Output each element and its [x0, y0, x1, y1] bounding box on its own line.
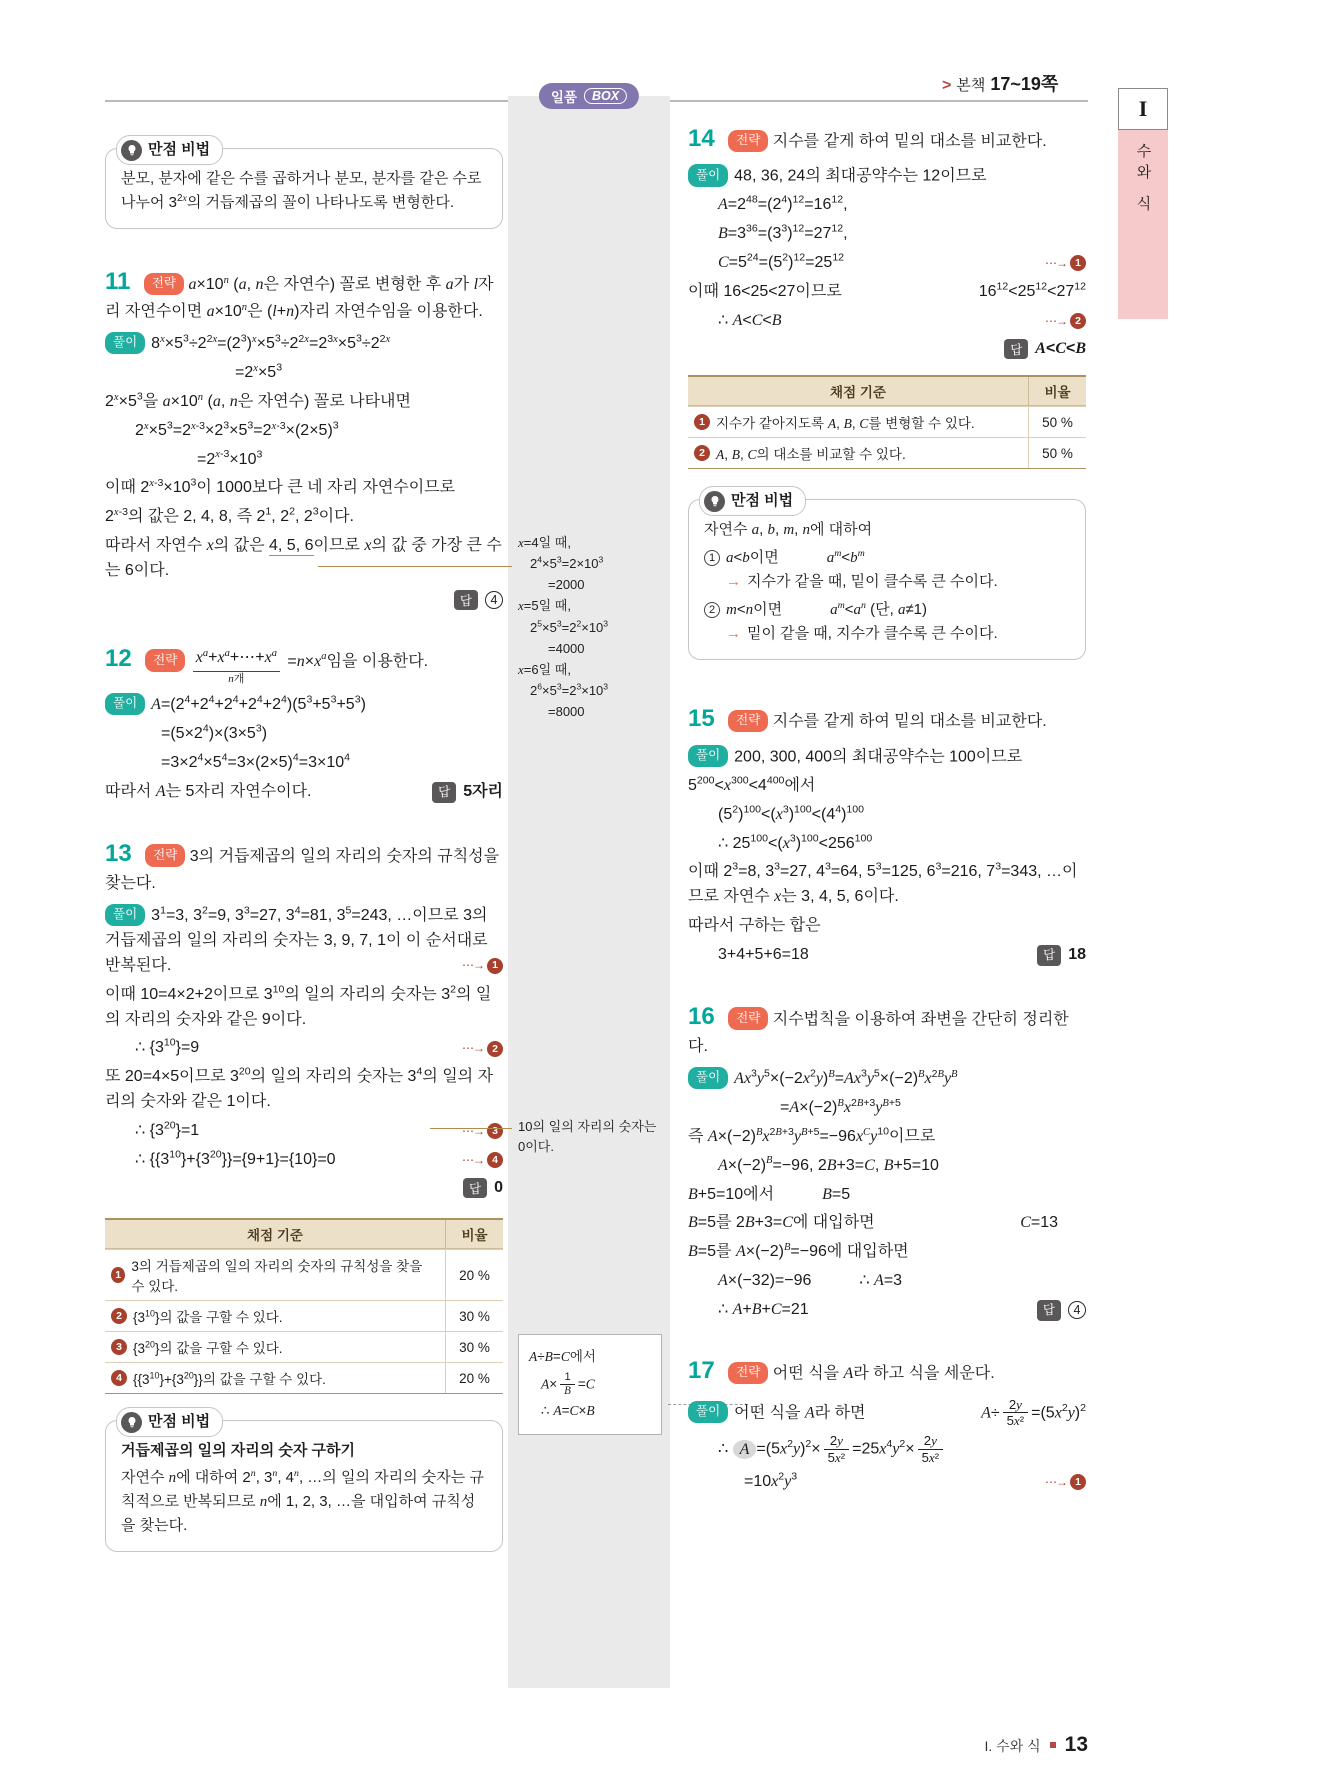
- solution-line: [105, 904, 503, 979]
- problem-11: [105, 263, 503, 610]
- problem-head: [688, 700, 1086, 737]
- step-marker: ⋯→ 2: [462, 1039, 503, 1058]
- step-marker: ⋯→ 2: [1045, 312, 1086, 331]
- arrow-right-icon: →: [726, 625, 741, 643]
- solution-line: $=2^x\times 5^3$: [235, 361, 283, 382]
- item-number: 2: [704, 602, 720, 618]
- problem-number: 17: [688, 1357, 715, 1385]
- solution-math: ∴ $\{3^{20}\}=1$: [135, 1119, 200, 1139]
- tip-item: [704, 546, 1070, 570]
- item-result: $a^m<a^n$ (단, a≠1): [830, 600, 928, 619]
- strategy-text: $=n\times x^a$임을 이용한다.: [287, 651, 429, 670]
- solution-badge: 풀이: [688, 745, 728, 767]
- tip-box-top: [105, 141, 503, 229]
- solution-line: 또 20=4×5이므로 $3^{20}$의 일의 자리의 숫자는 $3^4$의 일의 자리의 숫자와 같은 1이다.: [105, 1065, 494, 1110]
- solution-line: [688, 280, 1086, 305]
- solution-line: [688, 1183, 1086, 1208]
- strategy-badge: 전략: [145, 649, 185, 671]
- solution-line: 따라서 구하는 합은: [688, 916, 821, 934]
- note-line: =8000: [548, 704, 585, 720]
- solution-math: 48, 36, 24의 최대공약수는 12이므로: [734, 167, 987, 185]
- grading-title: 채점 기준: [247, 1228, 303, 1244]
- solution-line: $A=2^{48}=(2^4)^{12}=16^{12}$,: [718, 194, 848, 214]
- solution-line: [105, 1119, 503, 1144]
- solution-math: $Ax^3y^5\times(-2x^2y)^B=Ax^3y^5\times(-2)^Bx^{2B}y^B$: [734, 1067, 958, 1088]
- underbrace-label: n개: [228, 672, 245, 685]
- solution-line: $=3\times 2^4\times 5^4=3\times(2\times 5)^4=3\times 10^4$: [161, 751, 351, 772]
- solution-math: 200, 300, 400의 최대공약수는 100이므로: [734, 748, 1023, 766]
- note-line: x=5일 때,: [518, 598, 571, 614]
- solution-line: 따라서 자연수 x의 값은 4, 5, 6이므로 x의 값 중 가장 큰 수는 6이다.: [105, 537, 502, 579]
- solution-line: $=2^{x-3}\times 10^3$: [197, 448, 263, 468]
- problem-head: [105, 263, 503, 325]
- tip-intro: 자연수 a, b, m, n에 대하여: [704, 521, 873, 539]
- problem-head: [688, 1352, 1086, 1389]
- strategy-text: 지수를 같게 하여 밑의 대소를 비교한다.: [772, 713, 1047, 731]
- answer-line: [1037, 1300, 1086, 1321]
- page-reference: [942, 70, 1058, 96]
- criterion-number: 1: [694, 414, 710, 430]
- solution-line: $(5^2)^{100}<(x^3)^{100}<(4^4)^{100}$: [718, 803, 865, 823]
- solution-line: [105, 1036, 503, 1061]
- ilpum-box-strip: [508, 89, 670, 1688]
- solution-line: [688, 1397, 1086, 1430]
- tip-box-compare: [688, 492, 1086, 660]
- grading-table-header: [105, 1220, 503, 1249]
- solution-line: $B=3^{36}=(3^3)^{12}=27^{12}$,: [718, 222, 848, 243]
- solution-line: [105, 332, 503, 357]
- solution-line: 2$^{x-3}$의 값은 2, 4, 8, 즉 $2^1$, $2^2$, $2^3$이다.: [105, 505, 354, 526]
- answer-line: [432, 780, 503, 805]
- problem-head: [688, 120, 1086, 157]
- solution-math: 따라서 A는 5자리 자연수이다.: [105, 782, 312, 800]
- criterion-percent: 20 %: [445, 1250, 503, 1300]
- solution-math: 어떤 식을 A라 하면: [734, 1404, 866, 1422]
- solution-line: 이때 10=4×2+2이므로 $3^{10}$의 일의 자리의 숫자는 $3^2$의 일의 자리의 숫자와 같은 9이다.: [105, 983, 492, 1028]
- strategy-text: 지수를 같게 하여 밑의 대소를 비교한다.: [772, 133, 1047, 150]
- answer-choice: 4: [485, 591, 503, 609]
- answer-text: A<C<B: [1035, 340, 1086, 358]
- strategy-badge: 전략: [728, 130, 768, 152]
- solution-line: [688, 1269, 1086, 1294]
- criterion-text: $\{3^{20}\}$의 값을 구할 수 있다.: [133, 1339, 283, 1357]
- solution-line: $2^x\times 5^3=2^{x-3}\times 2^3\times 5^3=2^{x-3}\times(2\times 5)^3$: [135, 419, 339, 439]
- note-line: =2000: [548, 577, 585, 593]
- problem-number: 14: [688, 125, 715, 152]
- underbrace-expression: [193, 646, 280, 686]
- solution-line: 이때 $2^3=8$, $3^3=27$, $4^3=64$, $5^3=125$, $6^3=216$, $7^3=343$, …이므로 자연수 x는 3, 4, 5, 6이다.: [688, 861, 1078, 906]
- solution-line: [688, 309, 1086, 334]
- solution-line: 즉 $A\times(-2)^Bx^{2B+3}y^{B+5}=-96x^Cy^{10}$이므로: [688, 1125, 936, 1145]
- answer-badge: 답: [454, 590, 478, 610]
- strategy-badge: 전략: [728, 710, 768, 732]
- tip-box-ones-digit: [105, 1413, 503, 1552]
- chapter-tab-bar: [1118, 129, 1168, 319]
- note-line: $2^6\times 5^3=2^3\times 10^3$: [530, 681, 609, 698]
- note-line: x=4일 때,: [518, 535, 571, 550]
- criterion-percent: 50 %: [1028, 407, 1086, 437]
- step-number: 1: [1070, 255, 1086, 271]
- note-line: $2^5\times 5^3=2^2\times 10^3$: [530, 618, 609, 635]
- problem-14: [688, 120, 1086, 359]
- lightbulb-icon: [121, 140, 142, 161]
- tip-note: [704, 622, 1070, 646]
- solution-math: ∴ A<C<B: [718, 311, 782, 329]
- item-condition: a<b이면: [726, 549, 779, 567]
- note-line: A÷B=C에서: [529, 1349, 596, 1364]
- problem-number: 11: [105, 268, 131, 295]
- solution-line: [105, 1148, 503, 1173]
- answer-line: [688, 339, 1086, 359]
- item-result: $a^m<b^m$: [826, 548, 865, 567]
- solution-badge: 풀이: [105, 904, 145, 926]
- step-number: 2: [1070, 313, 1086, 329]
- solution-line: [688, 164, 1086, 189]
- strategy-badge: 전략: [145, 844, 185, 866]
- item-number: 1: [704, 550, 720, 566]
- criterion-number: 1: [111, 1267, 125, 1283]
- solution-line: 이때 $2^{x-3}\times 10^3$이 1000보다 큰 네 자리 자연수이므로: [105, 477, 456, 497]
- solution-math: $16^{12}<25^{12}<27^{12}$: [978, 280, 1086, 300]
- solution-math: ∴ A+B+C=21: [718, 1300, 809, 1318]
- tip-header: [116, 135, 223, 165]
- grading-table-header: [688, 377, 1086, 406]
- solution-line: [688, 1298, 1086, 1323]
- criterion-percent: 50 %: [1028, 438, 1086, 468]
- margin-note-cases: [518, 532, 662, 723]
- problem-13: [105, 835, 503, 1198]
- step-number: 4: [487, 1152, 503, 1168]
- solution-badge: 풀이: [105, 693, 145, 715]
- solution-line: [688, 1470, 1086, 1495]
- strategy-text: 3의 거듭제곱의 일의 자리의 숫자의 규칙성을 찾는다.: [105, 847, 500, 893]
- solution-line: B=5를 $A\times(-2)^B=-96$에 대입하면: [688, 1241, 909, 1261]
- chapter-label: 수와 식: [1134, 143, 1152, 217]
- solution-math: A÷ $\frac{2y}{\text{5x²}}$ $=(5x^2y)^2$: [981, 1396, 1086, 1429]
- problem-number: 13: [105, 839, 132, 867]
- page-number: 13: [1064, 1733, 1088, 1756]
- solution-line: $=A\times(-2)^Bx^{2B+3}y^{B+5}$: [780, 1096, 901, 1117]
- note-line: ∴ A=C×B: [541, 1403, 595, 1419]
- note-line: 10의 일의 자리의 숫자는 0이다.: [518, 1119, 657, 1155]
- criterion-number: 4: [111, 1370, 127, 1386]
- answer-badge: 답: [1004, 339, 1028, 359]
- grading-ratio-label: 비율: [1028, 377, 1086, 405]
- solution-math: $8^x\times 5^3\div 2^{2x}=(2^3)^x\times 5^3\div 2^{2x}=2^{3x}\times 5^3\div 2^{2x}$: [151, 333, 391, 353]
- solution-line: [688, 745, 1086, 770]
- table-row: [688, 406, 1086, 437]
- criterion-number: 2: [694, 445, 710, 461]
- tip-note: [704, 570, 1070, 594]
- solution-math: ∴ $\{\{3^{10}\}+\{3^{20}\}\}=\{9+1\}=\{10\}=0$: [135, 1148, 336, 1168]
- table-row: [105, 1362, 503, 1393]
- problem-number: 15: [688, 705, 715, 733]
- tip-body: 분모, 분자에 같은 수를 곱하거나 분모, 분자를 같은 수로 나누어 $3^{2x}$의 거듭제곱의 꼴이 나타나도록 변형한다.: [121, 170, 482, 211]
- solution-line: [688, 1067, 1086, 1092]
- criterion-text: 3의 거듭제곱의 일의 자리의 숫자의 규칙성을 찾을 수 있다.: [131, 1259, 423, 1295]
- answer-choice: 4: [1068, 1301, 1086, 1319]
- table-row: [105, 1331, 503, 1362]
- solution-line: $=(5\times 2^4)\times(3\times 5^3)$: [161, 722, 268, 743]
- step-marker: ⋯→ 1: [1045, 1473, 1086, 1492]
- problem-16: [688, 998, 1086, 1323]
- grading-table-13: [105, 1218, 503, 1394]
- criterion-number: 3: [111, 1339, 127, 1355]
- problem-number: 12: [105, 644, 132, 672]
- table-row: [105, 1300, 503, 1331]
- solution-math: B+5=10에서: [688, 1185, 775, 1203]
- solution-badge: 풀이: [105, 332, 145, 354]
- lightbulb-icon: [121, 1412, 142, 1433]
- grading-ratio-label: 비율: [445, 1220, 503, 1248]
- pill-box-text: BOX: [584, 88, 627, 104]
- solution-math: 이때 16<25<27이므로: [688, 282, 842, 300]
- page-footer: [688, 1733, 1088, 1757]
- strategy-text: $a\times 10^n$ (a, n은 자연수) 꼴로 변형한 후 a가 l자리 자연수이면 $a\times 10^n$은 (l+n)자리 자연수임을 이용한다.: [105, 274, 494, 321]
- criterion-percent: 20 %: [445, 1363, 503, 1393]
- connector-line: [318, 566, 512, 567]
- problem-number: 16: [688, 1002, 715, 1030]
- problem-head: [688, 998, 1086, 1060]
- step-number: 3: [487, 1123, 503, 1139]
- solution-math: $A=(2^4+2^4+2^4+2^4+2^4)(5^3+5^3+5^3)$: [151, 694, 366, 714]
- strategy-badge: 전략: [728, 1362, 768, 1384]
- right-column: [688, 120, 1086, 1524]
- chapter-numeral: I: [1118, 88, 1168, 130]
- solution-line: $A\times(-2)^B=-96$, 2B+3=C, B+5=10: [718, 1155, 939, 1174]
- table-row: [688, 437, 1086, 468]
- answer-badge: 답: [1037, 1300, 1061, 1321]
- answer-line: [105, 1178, 503, 1198]
- solution-math: 3+4+5+6=18: [718, 945, 809, 963]
- solution-line: [105, 780, 503, 805]
- solution-line: [688, 251, 1086, 276]
- solution-math: $C=5^{24}=(5^2)^{12}=25^{12}$: [718, 251, 845, 272]
- step-marker: ⋯→ 4: [462, 1151, 503, 1170]
- solution-math: C=13: [1020, 1214, 1058, 1232]
- strategy-text: 어떤 식을 A라 하고 식을 세운다.: [772, 1365, 995, 1383]
- answer-text: 0: [494, 1179, 503, 1197]
- note-line: =4000: [548, 640, 585, 656]
- criterion-percent: 30 %: [445, 1332, 503, 1362]
- step-number: 1: [487, 958, 503, 974]
- step-marker: ⋯→ 3: [462, 1122, 503, 1141]
- note-line: A× $\frac{1}{B}$ =C: [541, 1370, 595, 1398]
- tip-label: 만점 비법: [731, 492, 794, 510]
- answer-badge: 답: [1037, 945, 1061, 966]
- problem-17: [688, 1352, 1086, 1494]
- solution-badge: 풀이: [688, 164, 728, 186]
- margin-note-ones-digit: [518, 1116, 662, 1158]
- tip-label: 만점 비법: [148, 1413, 211, 1431]
- ref-pages: 17~19쪽: [990, 74, 1059, 94]
- solution-math: B=5: [822, 1185, 851, 1203]
- tip-body: 자연수 n에 대하여 2$^n$, 3$^n$, 4$^n$, …의 일의 자리의 숫자는 규칙적으로 반복되므로 n에 1, 2, 3, …을 대입하여 규칙성을 찾는다.: [121, 1468, 484, 1535]
- step-marker: ⋯→ 1: [462, 956, 503, 975]
- item-condition: m<n이면: [726, 601, 783, 619]
- criterion-text: A, B, C의 대소를 비교할 수 있다.: [716, 447, 906, 463]
- solution-line: ∴ $A =(5x^2y)^2\times$ $\frac{2y}{\text{5x²}}$ $=25x^4y^2\times$ $\frac{2y}{\text{5x²}}$: [688, 1433, 1086, 1466]
- criterion-text: $\{3^{10}\}$의 값을 구할 수 있다.: [133, 1308, 283, 1326]
- strategy-text: 지수법칙을 이용하여 좌변을 간단히 정리한다.: [688, 1010, 1069, 1056]
- tip-header: [699, 486, 806, 516]
- note-text: 밑이 같을 때, 지수가 클수록 큰 수이다.: [747, 625, 998, 643]
- criterion-text: 지수가 같아지도록 A, B, C를 변형할 수 있다.: [716, 416, 975, 432]
- criterion-number: 2: [111, 1308, 127, 1324]
- problem-head: [105, 835, 503, 897]
- tip-label: 만점 비법: [148, 141, 211, 158]
- chevron-right-icon: >: [942, 77, 952, 94]
- answer-line: [105, 590, 503, 610]
- strategy-badge: 전략: [144, 273, 184, 295]
- solution-badge: 풀이: [688, 1067, 728, 1089]
- note-text: 지수가 같을 때, 밑이 클수록 큰 수이다.: [747, 573, 998, 591]
- step-number: 2: [487, 1041, 503, 1057]
- connector-line: [430, 1128, 512, 1129]
- answer-badge: 답: [432, 782, 456, 803]
- note-line: x=6일 때,: [518, 661, 571, 677]
- solution-math: ∴ $\{3^{10}\}=9$: [135, 1037, 200, 1057]
- margin-note-division: [518, 1334, 662, 1435]
- solution-math: ∴ A=3: [859, 1271, 903, 1289]
- footer-section: I. 수와 식: [984, 1738, 1041, 1754]
- pill-left-text: 일품: [550, 90, 577, 105]
- solution-math: $=10x^2y^3$: [744, 1470, 798, 1490]
- grading-table-14: [688, 375, 1086, 469]
- step-number: 1: [1070, 1474, 1086, 1490]
- table-row: [105, 1249, 503, 1300]
- footer-square-icon: [1050, 1742, 1056, 1748]
- solution-math: $3^1=3$, $3^2=9$, $3^3=27$, $3^4=81$, $3^5=243$, …이므로 3의 거듭제곱의 일의 자리의 숫자는 3, 9, 7, 1이 이 순서대로 반복된다.: [105, 905, 488, 975]
- criterion-percent: 30 %: [445, 1301, 503, 1331]
- strategy-badge: 전략: [728, 1007, 768, 1029]
- grading-title: 채점 기준: [830, 385, 886, 401]
- answer-badge: 답: [463, 1178, 487, 1198]
- solution-line: $2^x\times 5^3$을 $a\times 10^n$ (a, n은 자연수) 꼴로 나타내면: [105, 390, 411, 411]
- ref-prefix: 본책: [956, 77, 986, 94]
- step-marker: ⋯→ 1: [1045, 254, 1086, 273]
- problem-head: [105, 640, 503, 686]
- answer-line: [1037, 943, 1086, 968]
- solution-math: B=5를 2B+3=C에 대입하면: [688, 1214, 875, 1232]
- problem-15: [688, 700, 1086, 967]
- arrow-right-icon: →: [726, 573, 741, 591]
- tip-title: 거듭제곱의 일의 자리의 숫자 구하기: [121, 1442, 356, 1460]
- underbrace-math: $x^a+x^a+\cdots+x^a$: [193, 646, 280, 672]
- solution-line: $5^{200}<x^{300}<4^{400}$에서: [688, 774, 816, 794]
- answer-text: 5자리: [463, 783, 503, 801]
- lightbulb-icon: [704, 491, 725, 512]
- tip-item: [704, 598, 1070, 622]
- solution-line: [688, 943, 1086, 968]
- chapter-side-tab: [1118, 88, 1168, 319]
- left-column: [105, 128, 503, 1586]
- solution-line: [688, 1211, 1086, 1236]
- solution-math: A×(−32)=−96: [718, 1271, 812, 1289]
- answer-text: 18: [1068, 946, 1086, 964]
- solution-line: ∴ $25^{100}<(x^3)^{100}<256^{100}$: [718, 832, 873, 852]
- tip-header: [116, 1407, 223, 1437]
- ilpum-box-pill: [539, 83, 639, 109]
- solution-line: [105, 693, 503, 718]
- criterion-text: $\{\{3^{10}\}+\{3^{20}\}\}$의 값을 구할 수 있다.: [133, 1370, 326, 1388]
- problem-12: [105, 640, 503, 805]
- solution-badge: 풀이: [688, 1401, 728, 1423]
- note-line: $2^4\times 5^3=2\times 10^3$: [530, 554, 604, 572]
